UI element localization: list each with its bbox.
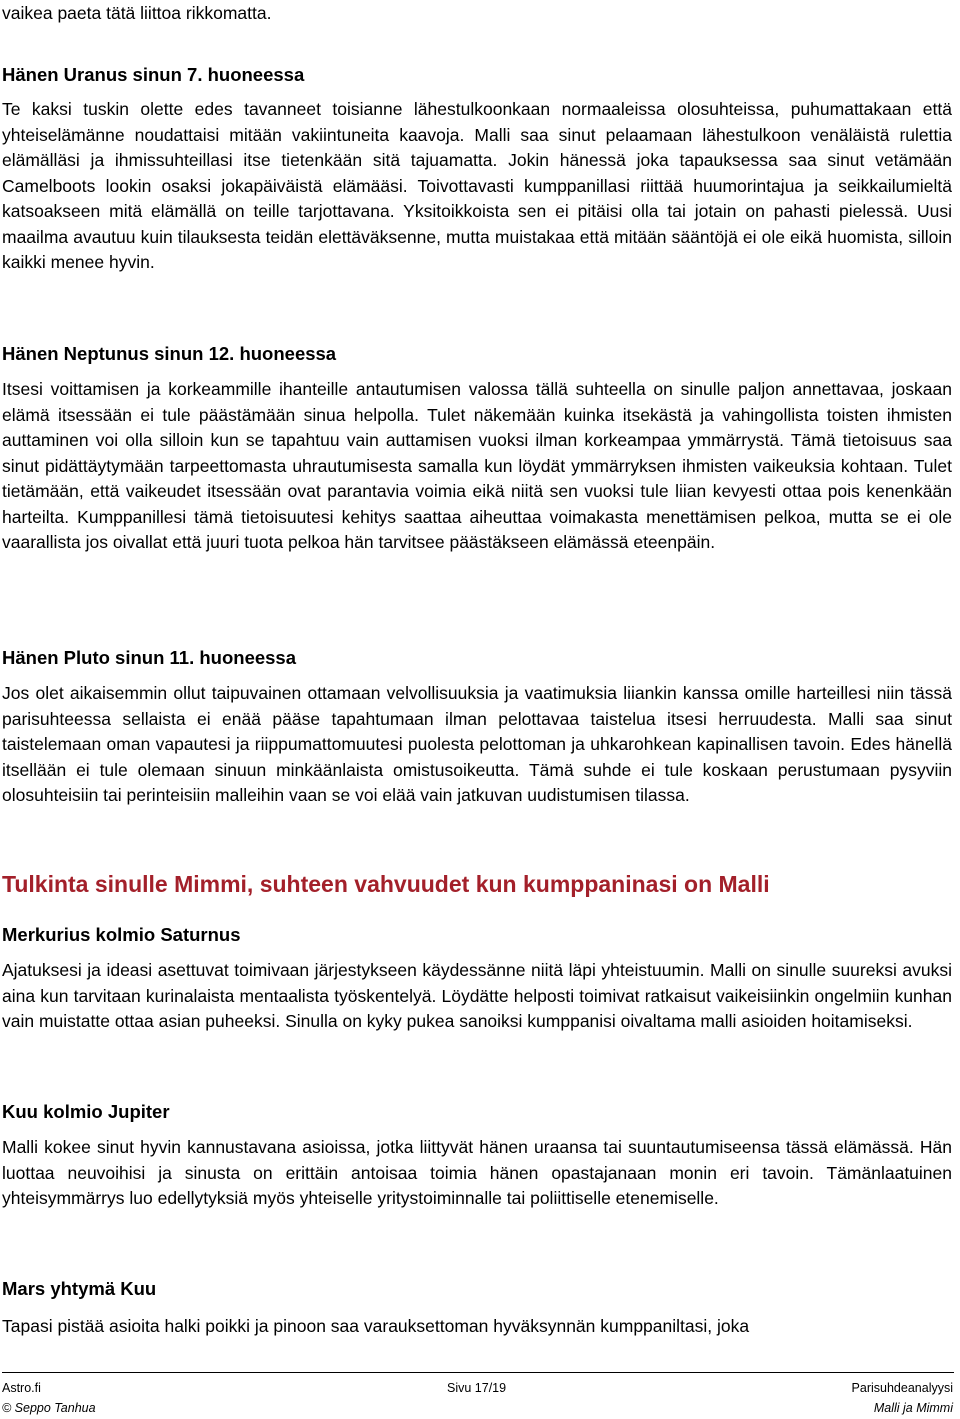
strength-heading-merkurius: Merkurius kolmio Saturnus (2, 924, 241, 945)
section-text-uranus: Te kaksi tuskin olette edes tavanneet toisianne lähestulkoonkaan normaaleissa olosuhteissa, puhumattakaan että yhteiselämänne noudattaisi mitään vakiintuneita kaavoja. Malli saa sinut pelaamaan lähestulkoon venäläistä rulettia elämälläsi ja ihmissuhteillasi itse tietenkään sitä tajuamatta. Jokin hänessä joka tapauksessa saa sinut vetämään Camelboots lookin osaksi jokapäiväistä elämääsi. Toivottavasti kumppanillasi riittää huumorintajua ja seikkailumieltä katsoakseen mitä elämällä on teille tarjottavana. Yksitoikkoista sen ei pitäisi olla tai jotain on pahasti pielessä. Uusi maailma avautuu kuin tilauksesta teidän elettäväksenne, mutta muistakaa että mitään sääntöjä ei ole eikä huomista, silloin kaikki menee hyvin. (2, 99, 952, 272)
footer-site: Astro.fi (2, 1381, 41, 1395)
section-heading-neptunus: Hänen Neptunus sinun 12. huoneessa (2, 343, 337, 364)
footer-names: Malli ja Mimmi (873, 1401, 953, 1415)
footer-page-number: Sivu 17/19 (447, 1381, 507, 1395)
strength-heading-mars: Mars yhtymä Kuu (2, 1278, 157, 1299)
main-heading: Tulkinta sinulle Mimmi, suhteen vahvuudet kun kumppaninasi on Malli (2, 871, 770, 897)
footer-divider (2, 1372, 954, 1373)
intro-tail-paragraph: vaikea paeta tätä liittoa rikkomatta. (2, 3, 272, 23)
strength-text-merkurius: Ajatuksesi ja ideasi asettuvat toimivaan järjestykseen käydessänne niitä läpi yhteistuumin. Malli on sinulle suureksi avuksi aina kun tarvitaan kurinalaista mentaalista työskentelyä. Löydätte helposti toimivat ratkaisut vaikeisiinkin ongelmiin kunhan vain muistatte ottaa asian puheeksi. Sinulla on kyky pukea sanoiksi kumppanisi oivaltama malli asioiden hoitamiseksi. (2, 960, 952, 1031)
section-heading-uranus: Hänen Uranus sinun 7. huoneessa (2, 64, 305, 85)
section-heading-pluto: Hänen Pluto sinun 11. huoneessa (2, 647, 297, 668)
footer-copyright: © Seppo Tanhua (2, 1401, 96, 1415)
strength-text-kuu: Malli kokee sinut hyvin kannustavana asioissa, jotka liittyvät hänen uraansa tai suuntautumiseensa tässä elämässä. Hän luottaa neuvoihisi ja sinusta on erittäin antoisaa toimia hänen opastajanaan monin eri tavoin. Tämänlaatuinen yhteisymmärrys luo edellytyksiä myös yhteiselle yritystoiminnalle tai poliittiselle etenemiselle. (2, 1137, 952, 1208)
strength-heading-kuu: Kuu kolmio Jupiter (2, 1101, 170, 1122)
footer-report-type: Parisuhdeanalyysi (851, 1381, 953, 1395)
section-text-pluto: Jos olet aikaisemmin ollut taipuvainen ottamaan velvollisuuksia ja vaatimuksia liiankin kanssa omille harteillesi niin tässä parisuhteessa sellaista ei enää pääse tapahtumaan ilman pelottavaa taistelua itsesi herruudesta. Malli saa sinut taistelemaan oman vapautesi ja riippumattomuutesi puolesta pelottoman ja uhkarohkean kapinallisen tavoin. Edes hänellä itsellään ei tule olemaan sinuun minkäänlaista omistusoikeutta. Tämä suhde ei tule koskaan perustumaan pysyviin olosuhteisiin tai perinteisiin malleihin vaan se voi elää vain jatkuvan uudistumisen tilassa. (2, 683, 952, 805)
section-text-neptunus: Itsesi voittamisen ja korkeammille ihanteille antautumisen valossa tällä suhteella on sinulle paljon annettavaa, joskaan elämä itsessään ei tule päästämään sinua helpolla. Tulet näkemään kuinka itsekästä ja vahingollista toisten ihmisten auttaminen voi olla silloin kun se tapahtuu vain auttamisen vuoksi ilman korkeampaa ymmärrystä. Tämä tietoisuus saa sinut pidättäytymään tarpeettomasta uhrautumisesta samalla kun löydät ymmärryksen ihmisten vaikeuksia kohtaan. Tulet tietämään, että vaikeudet itsessään ovat parantavia voimia eikä niitä sen vuoksi tule liian kevyesti ottaa pois kenenkään harteilta. Kumppanillesi tämä tietoisuutesi kehitys saattaa aiheuttaa voimakasta menettämisen pelkoa, mutta se ei ole vaarallista jos oivallat että juuri tuota pelkoa hän tarvitsee päästäkseen elämässä eteenpäin. (2, 379, 952, 552)
strength-text-mars: Tapasi pistää asioita halki poikki ja pinoon saa varauksettoman hyväksynnän kumppaniltasi, joka (2, 1316, 750, 1336)
